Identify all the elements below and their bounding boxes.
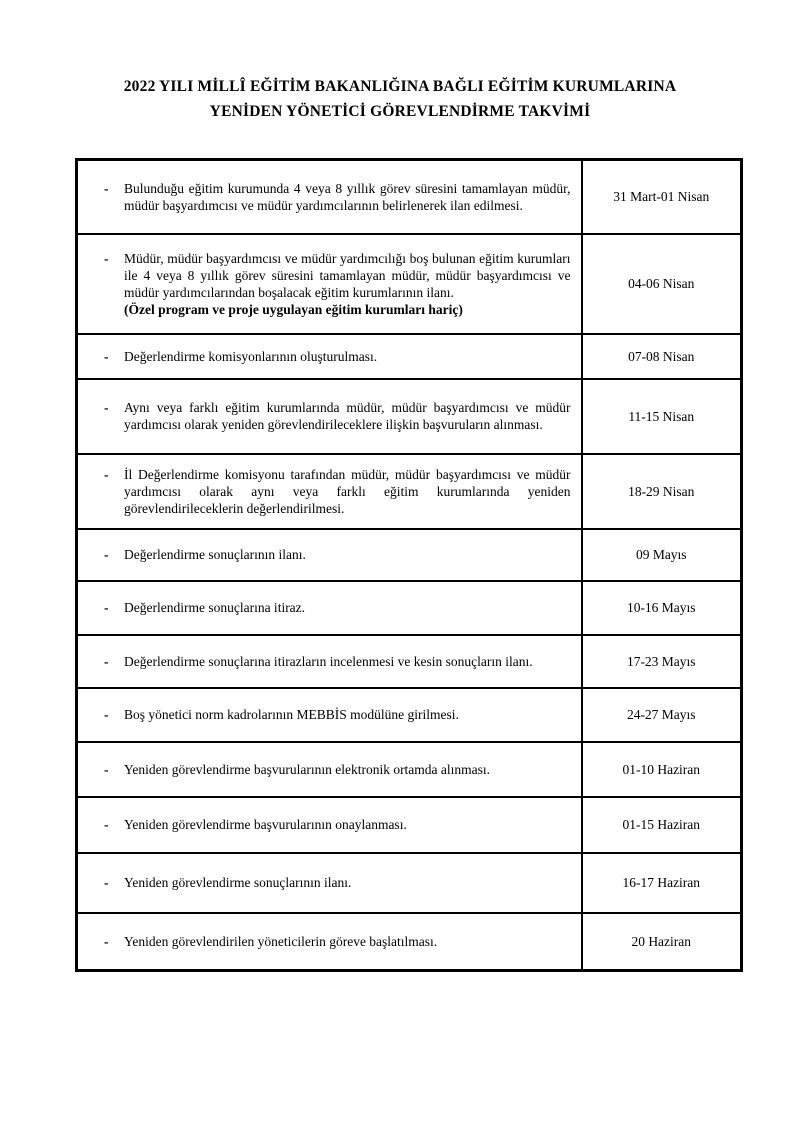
page-title-line2: YENİDEN YÖNETİCİ GÖREVLENDİRME TAKVİMİ [209, 103, 591, 120]
task-cell [77, 379, 582, 454]
table-row [77, 379, 742, 454]
bullet-dash: - [104, 348, 109, 364]
task-cell [77, 742, 582, 797]
table-row [77, 913, 742, 971]
task-cell [77, 853, 582, 913]
task-cell [77, 334, 582, 379]
date-cell: 24-27 Mayıs [582, 688, 742, 742]
schedule-table [75, 158, 743, 972]
bullet-dash: - [104, 707, 109, 722]
bullet-dash: - [104, 653, 109, 669]
task-text: Bulunduğu eğitim kurumunda 4 veya 8 yıllık görev süresini tamamlayan müdür, müdür başyardımcısı ve müdür yardımcılarının belirlenerek ilan edilmesi. [124, 180, 571, 213]
task-cell [77, 913, 582, 971]
date-cell: 17-23 Mayıs [582, 635, 742, 688]
task-text: Yeniden görevlendirilen yöneticilerin göreve başlatılması. [124, 933, 438, 949]
schedule-table-body [77, 160, 742, 971]
table-row [77, 234, 742, 334]
table-row [77, 581, 742, 635]
bullet-dash: - [104, 400, 109, 415]
page-title-line1: 2022 YILI MİLLÎ EĞİTİM BAKANLIĞINA BAĞLI EĞİTİM KURUMLARINA [123, 78, 677, 95]
date-cell: 16-17 Haziran [582, 853, 742, 913]
date-cell: 31 Mart-01 Nisan [582, 160, 742, 234]
task-text: Yeniden görevlendirme başvurularının onaylanması. [124, 817, 407, 832]
bullet-dash: - [104, 250, 109, 266]
table-row [77, 334, 742, 379]
task-text: Boş yönetici norm kadrolarının MEBBİS modülüne girilmesi. [124, 707, 459, 722]
task-text: Müdür, müdür başyardımcısı ve müdür yardımcılığı boş bulunan eğitim kurumları ile 4 veya 8 yıllık görev süresini tamamlayan müdür, müdür başyardımcısı ve müdür yardımcılarından boşalacak eğitim kurumlarının ilanı. [124, 250, 571, 300]
bullet-dash: - [104, 180, 109, 196]
task-text: Aynı veya farklı eğitim kurumlarında müdür, müdür başyardımcısı ve müdür yardımcısı olarak yeniden görevlendirileceklere ilişkin başvuruların alınması. [124, 400, 571, 432]
task-text: Değerlendirme komisyonlarının oluşturulması. [124, 348, 378, 364]
date-cell: 10-16 Mayıs [582, 581, 742, 635]
bullet-dash: - [104, 466, 109, 482]
task-cell [77, 797, 582, 853]
bullet-dash: - [104, 817, 109, 832]
task-cell [77, 160, 582, 234]
task-note: (Özel program ve proje uygulayan eğitim kurumları hariç) [124, 301, 463, 317]
task-text: Yeniden görevlendirme sonuçlarının ilanı. [124, 875, 352, 890]
date-cell: 07-08 Nisan [582, 334, 742, 379]
task-cell [77, 529, 582, 581]
task-text: İl Değerlendirme komisyonu tarafından müdür, müdür başyardımcısı ve müdür yardımcısı olarak aynı veya farklı eğitim kurumlarında yeniden görevlendirileceklerin değerlendirilmesi. [124, 466, 571, 516]
task-text: Değerlendirme sonuçlarına itirazların incelenmesi ve kesin sonuçların ilanı. [124, 653, 533, 669]
date-cell: 20 Haziran [582, 913, 742, 971]
bullet-dash: - [104, 875, 109, 890]
date-cell: 04-06 Nisan [582, 234, 742, 334]
task-cell [77, 234, 582, 334]
task-cell [77, 581, 582, 635]
task-cell [77, 635, 582, 688]
table-row [77, 529, 742, 581]
task-cell [77, 454, 582, 529]
bullet-dash: - [104, 600, 109, 615]
bullet-dash: - [104, 547, 109, 562]
table-row [77, 742, 742, 797]
page-title [0, 74, 800, 124]
bullet-dash: - [104, 933, 109, 949]
table-row [77, 454, 742, 529]
table-row [77, 797, 742, 853]
task-text: Yeniden görevlendirme başvurularının elektronik ortamda alınması. [124, 761, 491, 777]
task-cell [77, 688, 582, 742]
date-cell: 09 Mayıs [582, 529, 742, 581]
date-cell: 11-15 Nisan [582, 379, 742, 454]
task-text: Değerlendirme sonuçlarına itiraz. [124, 600, 306, 615]
date-cell: 01-15 Haziran [582, 797, 742, 853]
bullet-dash: - [104, 761, 109, 777]
date-cell: 18-29 Nisan [582, 454, 742, 529]
table-row [77, 160, 742, 234]
task-text: Değerlendirme sonuçlarının ilanı. [124, 547, 306, 562]
table-row [77, 853, 742, 913]
date-cell: 01-10 Haziran [582, 742, 742, 797]
table-row [77, 688, 742, 742]
table-row [77, 635, 742, 688]
